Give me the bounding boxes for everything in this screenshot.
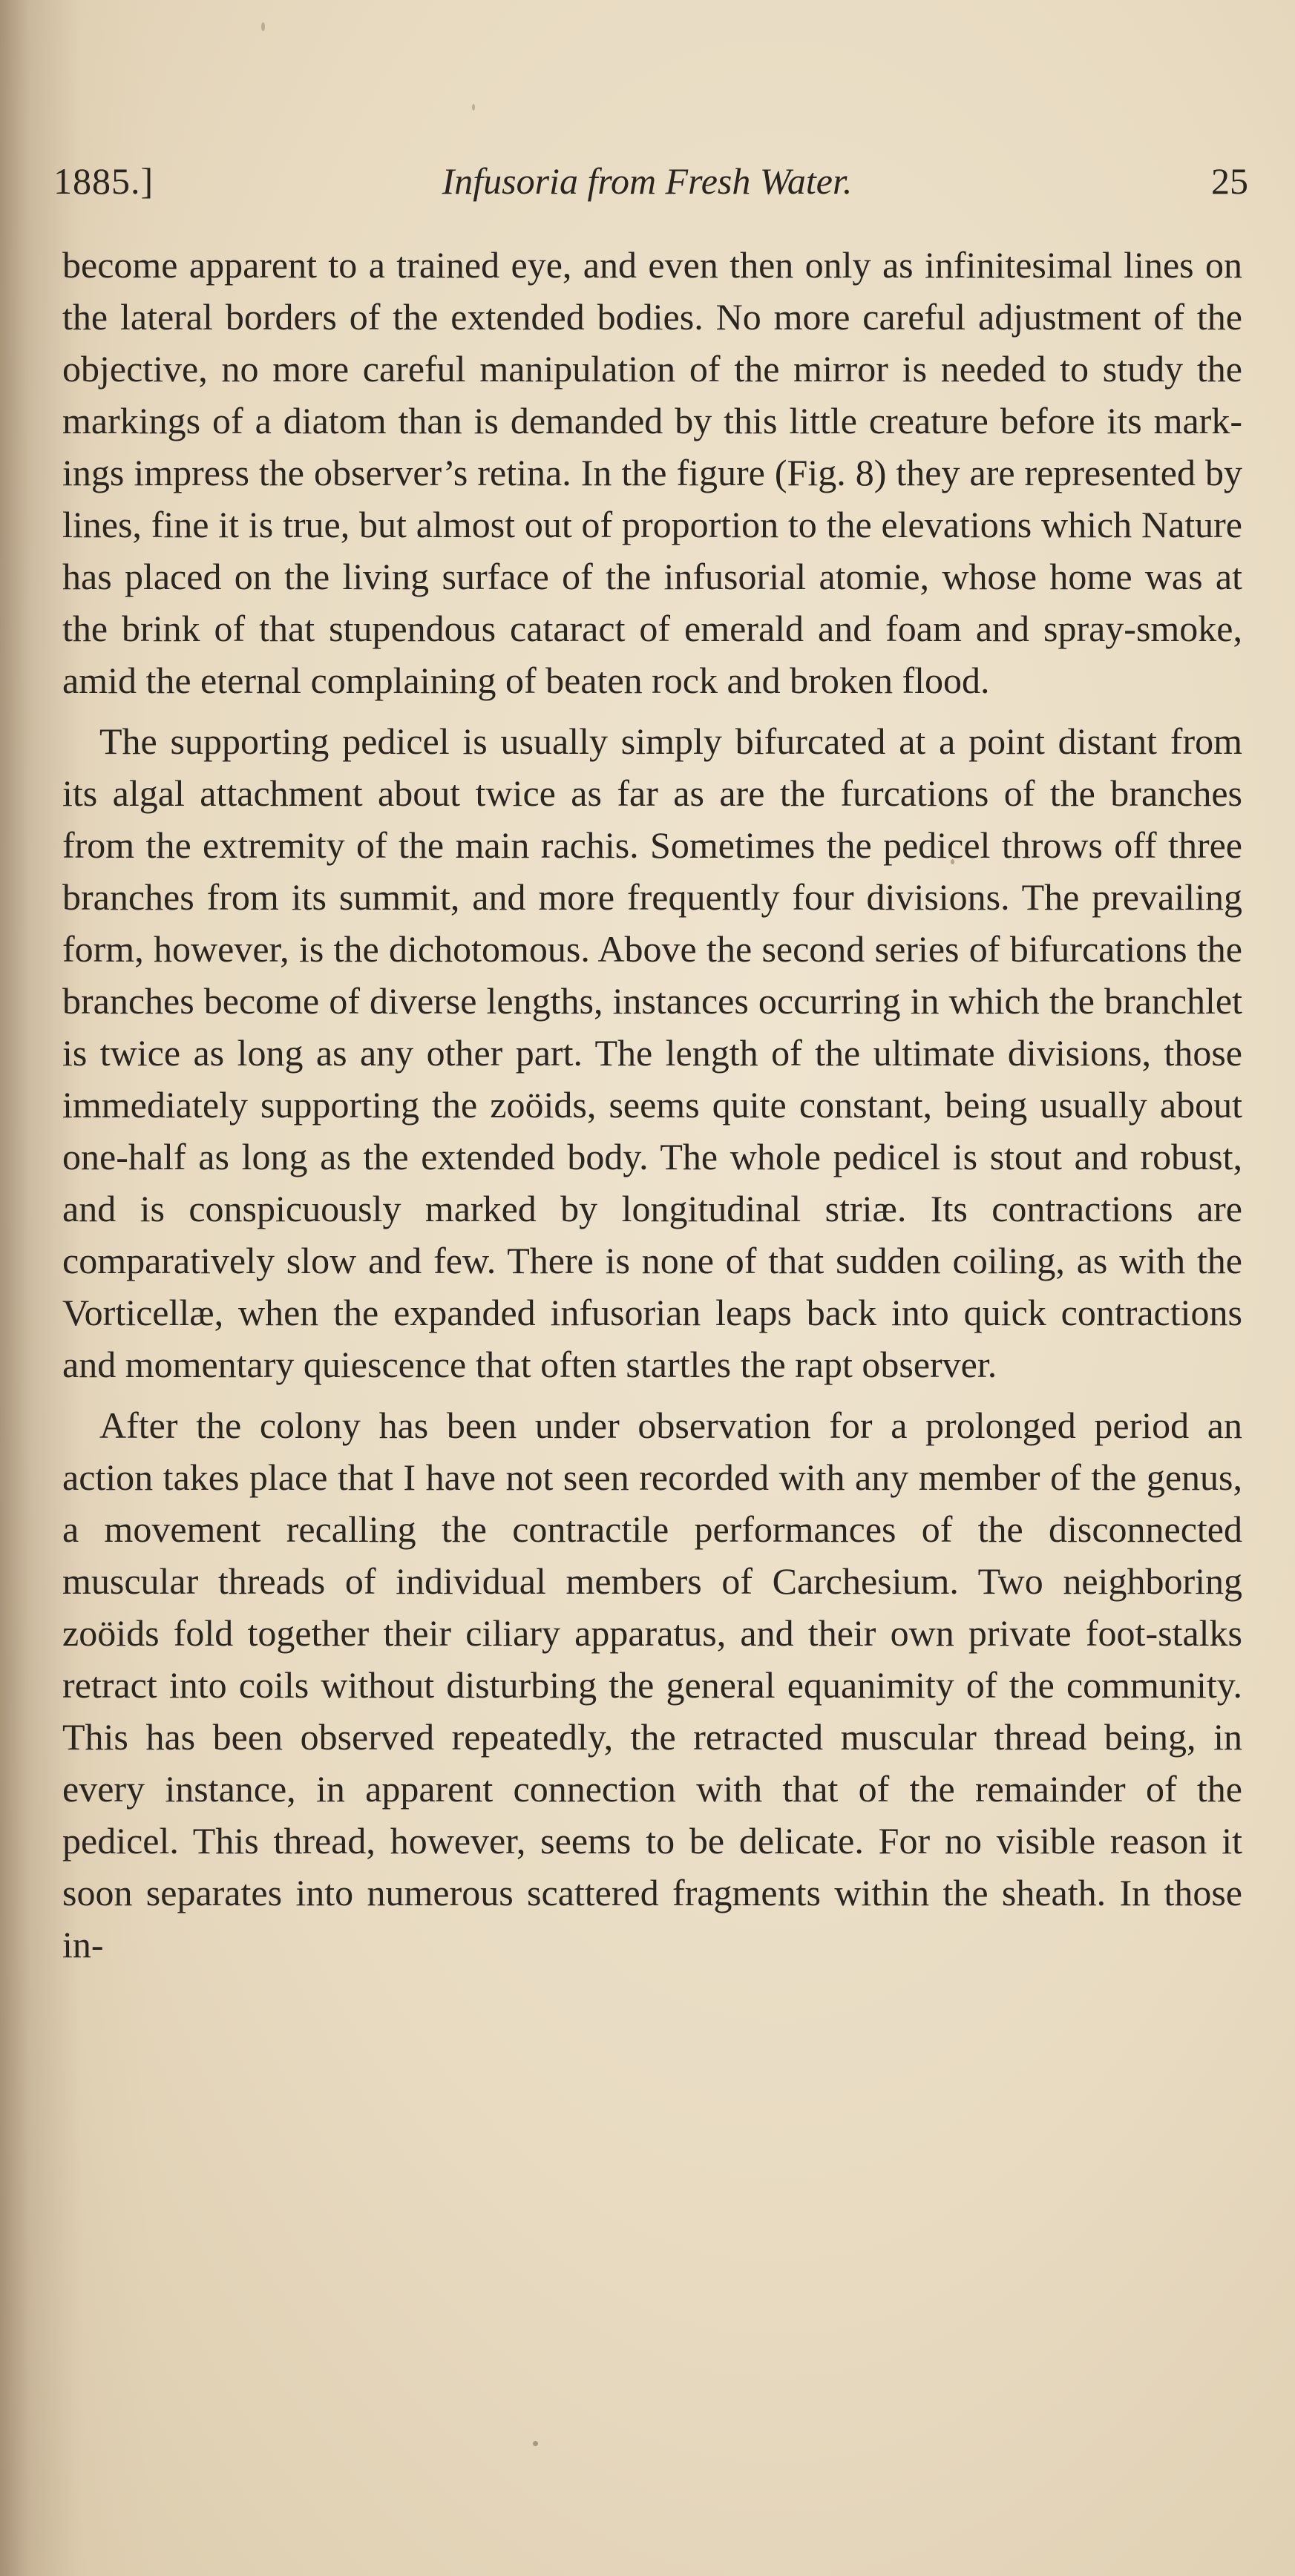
- page-number: 25: [1211, 160, 1248, 202]
- paper-speck: [472, 104, 475, 111]
- paper-speck: [533, 2441, 538, 2446]
- paper-speck: [261, 22, 265, 31]
- header-title: Infusoria from Fresh Water.: [442, 160, 853, 202]
- paragraph-3: After the colony has been under observation for a prolonged period an action takes place that I have not seen recorded with any member of the genus, a movement recalling the contractile performances of the disconnected muscular threads of individual members of Carchesium. Two neighboring zoöids fold together their ciliary apparatus, and their own private foot-stalks retract into coils without disturbing the general equanimity of the community. This has been observed repeatedly, the retracted muscular thread being, in every instance, in apparent connection with that of the remainder of the pedicel. This thread, however, seems to be delicate. For no visible reason it soon separates into numerous scattered fragments within the sheath. In those in-: [62, 1404, 1242, 1965]
- page-body: [62, 239, 1242, 1979]
- paragraph-1: become apparent to a trained eye, and even then only as infinitesimal lines on the lateral borders of the extended bodies. No more careful adjustment of the objective, no more careful manipulation of the mirror is needed to study the markings of a diatom than is demanded by this little creature before its markings impress the observer’s retina. In the figure (Fig. 8) they are represented by lines, fine it is true, but almost out of proportion to the elevations which Nature has placed on the living surface of the infusorial atomie, whose home was at the brink of that stupendous cataract of emerald and foam and spray-smoke, amid the eternal complaining of beaten rock and broken flood.: [62, 244, 1242, 701]
- running-header: [46, 160, 1248, 219]
- paper-speck: [951, 859, 954, 864]
- paragraph-2: The supporting pedicel is usually simply bifurcated at a point distant from its algal attachment about twice as far as are the furcations of the branches from the extremity of the main rachis. Sometimes the pedicel throws off three branches from its summit, and more frequently four divisions. The prevailing form, however, is the dichotomous. Above the second series of bifurcations the branches become of diverse lengths, instances occurring in which the branchlet is twice as long as any other part. The length of the ultimate divisions, those immediately supporting the zoöids, seems quite constant, being usually about one-half as long as the extended body. The whole pedicel is stout and robust, and is conspicuously marked by longitudinal striæ. Its contractions are comparatively slow and few. There is none of that sudden coiling, as with the Vorticellæ, when the expanded infusorian leaps back into quick contractions and momentary quiescence that often startles the rapt observer.: [62, 720, 1242, 1385]
- header-year: 1885.]: [53, 160, 154, 202]
